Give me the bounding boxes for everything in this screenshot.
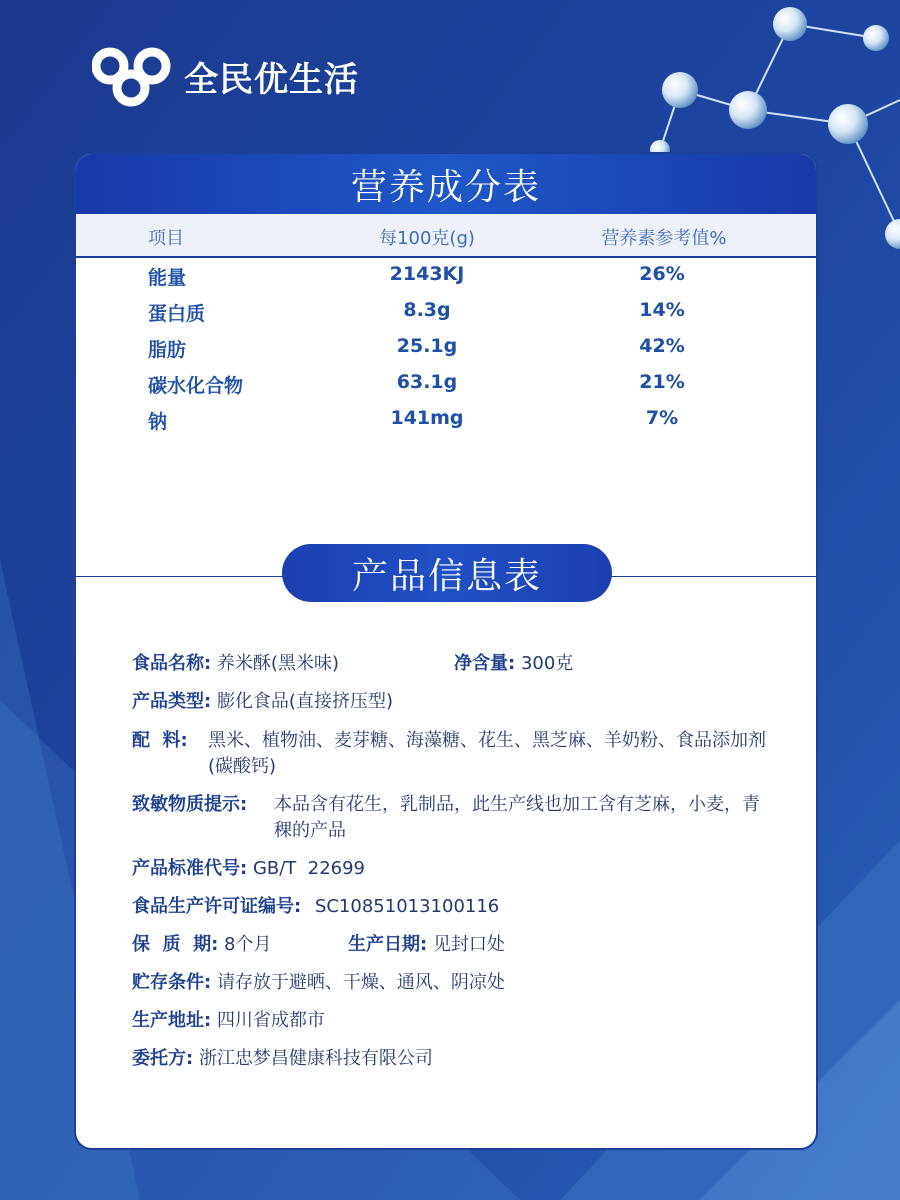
client-line bbox=[132, 1046, 433, 1072]
nutrient-nrv: 7% bbox=[645, 407, 679, 429]
address-label: 生产地址: bbox=[132, 1010, 212, 1031]
allergen-value: 本品含有花生，乳制品，此生产线也加工含有芝麻，小麦，青稞的产品 bbox=[274, 794, 760, 841]
allergen-line bbox=[132, 792, 772, 844]
table-row bbox=[76, 260, 816, 290]
license-label: 食品生产许可证编号: bbox=[132, 896, 302, 917]
product-type-line bbox=[132, 689, 393, 715]
net-content-value: 300克 bbox=[520, 653, 574, 674]
header-item: 项目 bbox=[148, 228, 184, 249]
nutrient-nrv: 21% bbox=[639, 371, 685, 393]
standard-value: GB/T 22699 bbox=[252, 858, 365, 879]
license-line bbox=[132, 894, 499, 920]
nutrient-amount: 2143KJ bbox=[389, 263, 465, 285]
header-per-100g: 每100克(g) bbox=[379, 228, 475, 249]
nutrient-amount: 141mg bbox=[390, 407, 464, 429]
shelf-life-label: 保 质 期: bbox=[132, 934, 219, 955]
food-name-value: 养米酥(黑米味) bbox=[216, 653, 339, 674]
nutrient-name: 蛋白质 bbox=[148, 303, 206, 325]
nutrient-name: 碳水化合物 bbox=[148, 375, 244, 397]
info-card bbox=[74, 152, 818, 1150]
nutrient-nrv: 14% bbox=[639, 299, 685, 321]
nutrient-amount: 25.1g bbox=[396, 335, 458, 357]
nutrient-nrv: 42% bbox=[639, 335, 685, 357]
ingredients-line bbox=[132, 728, 772, 780]
client-value: 浙江忠梦昌健康科技有限公司 bbox=[198, 1048, 433, 1069]
nutrition-title-bar bbox=[76, 154, 816, 214]
table-row bbox=[76, 404, 816, 434]
shelf-life-value: 8个月 bbox=[224, 934, 272, 955]
table-row bbox=[76, 332, 816, 362]
brand-logo-icon bbox=[92, 44, 172, 108]
food-name-line bbox=[132, 651, 339, 677]
production-date-value: 见封口处 bbox=[432, 934, 505, 955]
nutrient-amount: 8.3g bbox=[403, 299, 451, 321]
storage-label: 贮存条件: bbox=[132, 972, 212, 993]
brand bbox=[92, 44, 359, 108]
nutrition-title: 营养成分表 bbox=[350, 166, 541, 208]
nutrient-name: 钠 bbox=[148, 411, 168, 433]
table-row bbox=[76, 296, 816, 326]
production-date-line bbox=[348, 932, 505, 958]
license-value: SC10851013100116 bbox=[314, 896, 500, 917]
ingredients-label: 配 料: bbox=[132, 730, 188, 751]
address-line bbox=[132, 1008, 325, 1034]
ingredients-value: 黑米、植物油、麦芽糖、海藻糖、花生、黑芝麻、羊奶粉、食品添加剂(碳酸钙) bbox=[208, 730, 766, 777]
production-date-label: 生产日期: bbox=[348, 934, 428, 955]
nutrient-amount: 63.1g bbox=[396, 371, 458, 393]
header-nrv: 营养素参考值% bbox=[601, 228, 727, 249]
product-type-label: 产品类型: bbox=[132, 691, 212, 712]
standard-line bbox=[132, 856, 365, 882]
storage-value: 请存放于避晒、干燥、通风、阴凉处 bbox=[216, 972, 505, 993]
standard-label: 产品标准代号: bbox=[132, 858, 248, 879]
nutrient-name: 能量 bbox=[148, 267, 187, 289]
nutrient-nrv: 26% bbox=[639, 263, 685, 285]
shelf-life-line bbox=[132, 932, 271, 958]
product-type-value: 膨化食品(直接挤压型) bbox=[216, 691, 393, 712]
brand-name: 全民优生活 bbox=[184, 59, 359, 100]
net-content-line bbox=[454, 651, 573, 677]
allergen-label: 致敏物质提示: bbox=[132, 794, 248, 815]
product-info-title-pill bbox=[282, 544, 612, 602]
nutrient-name: 脂肪 bbox=[148, 339, 187, 361]
table-row bbox=[76, 368, 816, 398]
nutrition-table-header bbox=[76, 214, 816, 258]
client-label: 委托方: bbox=[132, 1048, 194, 1069]
storage-line bbox=[132, 970, 505, 996]
food-name-label: 食品名称: bbox=[132, 653, 212, 674]
product-info-title: 产品信息表 bbox=[351, 555, 542, 597]
address-value: 四川省成都市 bbox=[216, 1010, 325, 1031]
net-content-label: 净含量: bbox=[454, 653, 516, 674]
